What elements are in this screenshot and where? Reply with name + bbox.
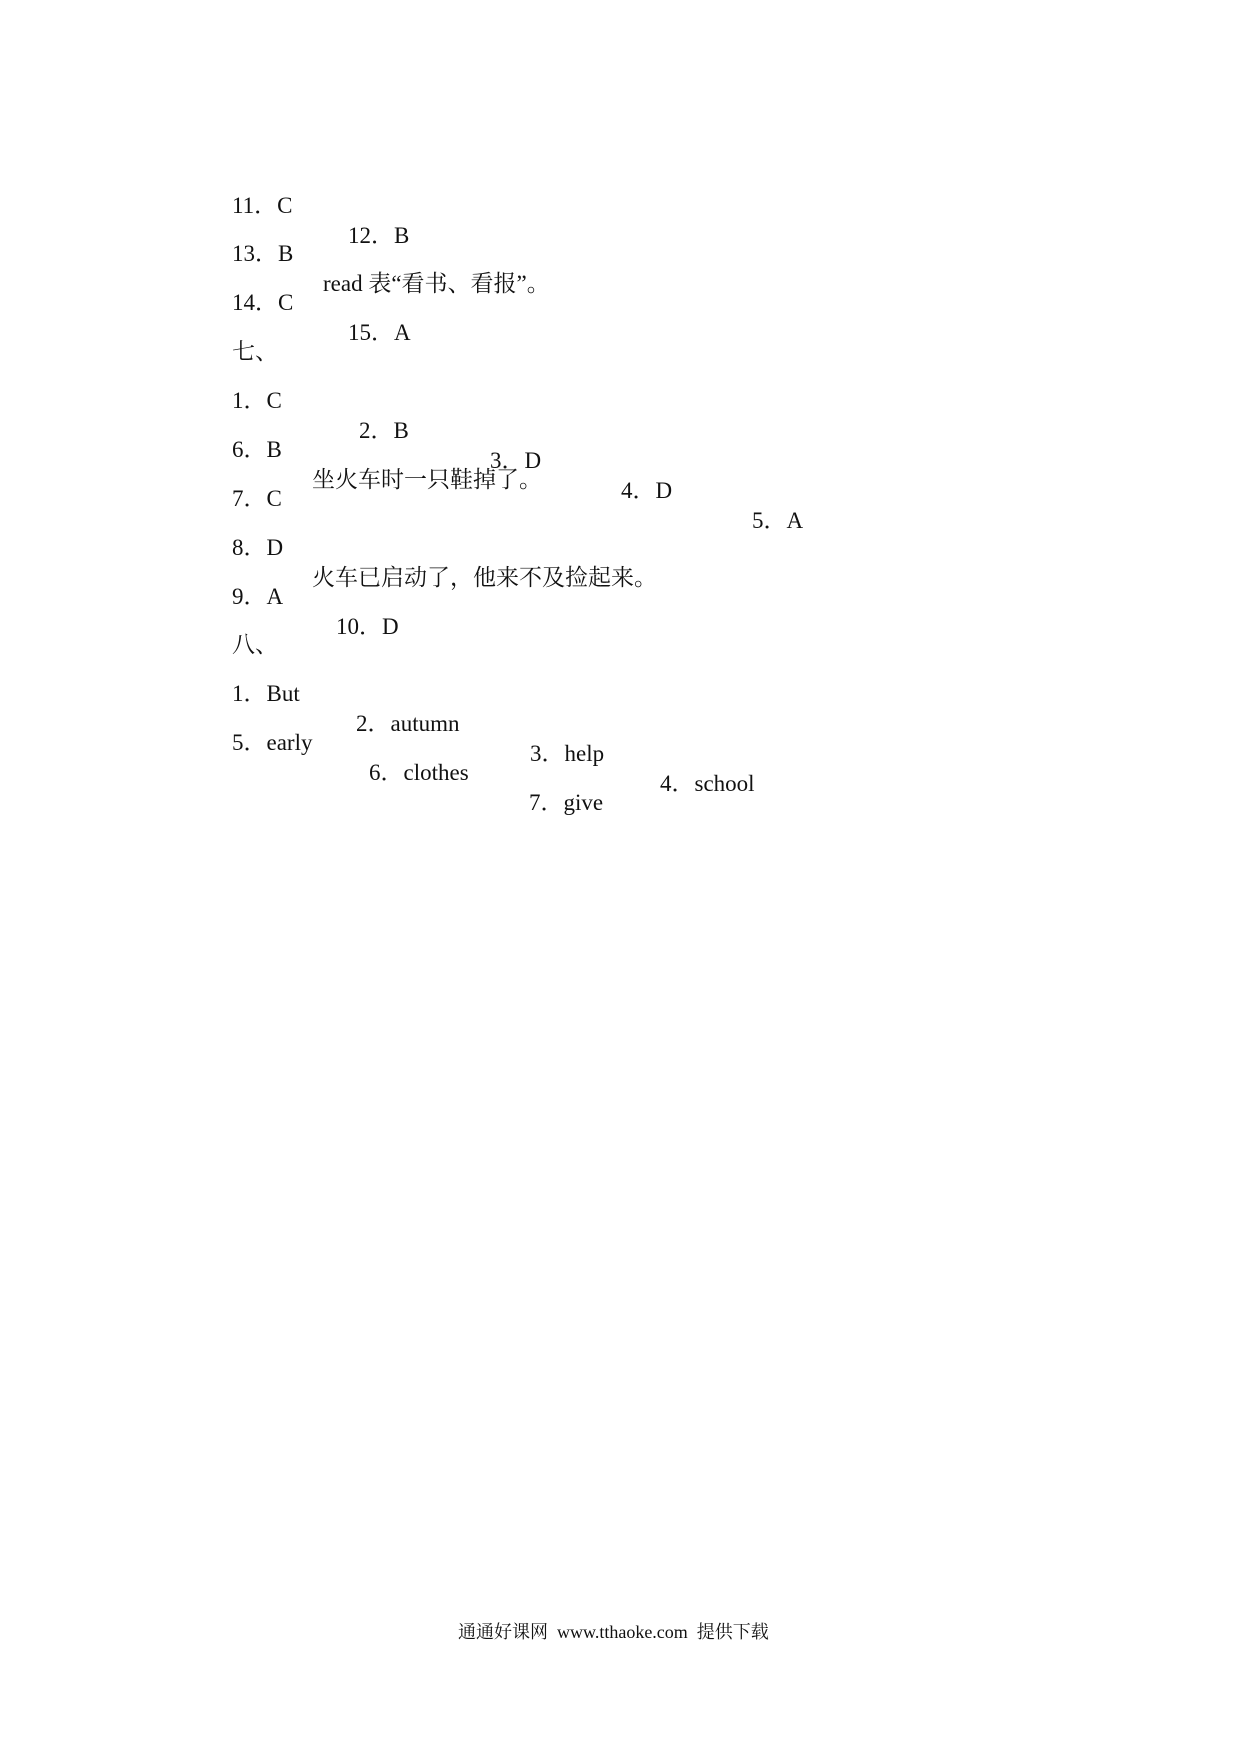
answer-4: 4．D (621, 478, 673, 503)
answer-13-note: read 表“看书、看报”。 (323, 271, 550, 296)
answer-line-14-15 (232, 258, 411, 345)
answer-15: 15．A (348, 320, 411, 345)
word-answer-2: 2．autumn (356, 711, 460, 736)
answer-10: 10．D (336, 614, 399, 639)
answer-7: 7．C (232, 486, 282, 511)
answer-1: 1．C (232, 388, 282, 413)
word-answer-6: 6．clothes (369, 760, 469, 785)
answer-line-11-12 (232, 161, 410, 248)
section-heading-8 (232, 600, 278, 657)
answer-9: 9．A (232, 584, 284, 609)
word-answer-3: 3．help (530, 741, 605, 766)
answer-8-note: 火车已启动了，他来不及捡起来。 (312, 565, 657, 590)
answer-line-8 (232, 503, 657, 590)
answer-14: 14．C (232, 290, 294, 315)
answer-3: 3．D (490, 448, 542, 473)
word-answer-4: 4．school (660, 771, 755, 796)
word-answer-7: 7．give (529, 790, 604, 815)
answer-11: 11．C (232, 193, 293, 218)
page-footer: 通通好课网 www.tthaoke.com 提供下载 (458, 1622, 769, 1642)
word-answer-5: 5．early (232, 730, 313, 755)
answer-13: 13．B (232, 241, 294, 266)
answer-6-note: 坐火车时一只鞋掉了。 (312, 467, 542, 492)
answer-8: 8．D (232, 535, 284, 560)
answer-line-9-10 (232, 552, 399, 639)
answer-2: 2．B (359, 418, 409, 443)
section-8-title: 八、 (232, 632, 278, 657)
answer-5: 5．A (752, 508, 804, 533)
answer-6: 6．B (232, 437, 282, 462)
word-answer-1: 1．But (232, 681, 300, 706)
section-7-title: 七、 (232, 339, 278, 364)
section-heading-7 (232, 307, 278, 364)
answer-line-7 (232, 454, 282, 511)
answer-12: 12．B (348, 223, 410, 248)
